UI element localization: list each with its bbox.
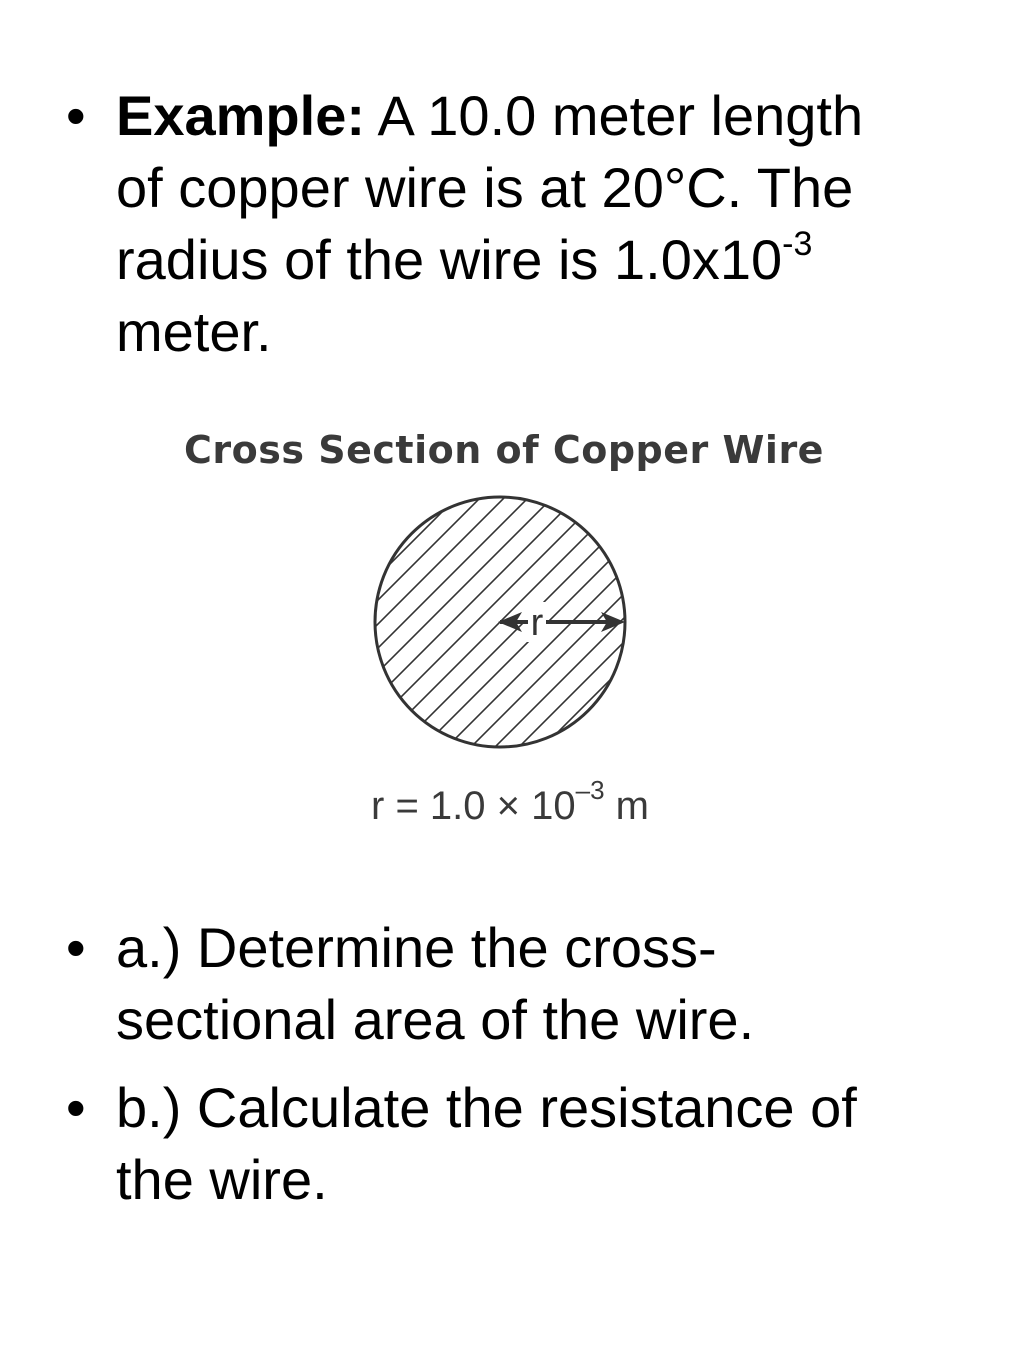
hatch-line [370, 494, 388, 764]
question-b-line-2: the wire. [116, 1148, 328, 1211]
example-bullet [58, 80, 988, 368]
wire-cross-section-figure [170, 428, 850, 848]
formula-prefix: r = 1.0 × 10 [371, 784, 576, 828]
question-b-line-1: b.) Calculate the resistance of [116, 1076, 857, 1139]
example-line-3: radius of the wire is 1.0x10 [116, 228, 783, 291]
formula-exponent: –3 [575, 774, 605, 805]
radius-formula [170, 774, 850, 829]
radius-symbol: r [530, 602, 544, 644]
radius-arrow [498, 612, 625, 632]
example-label: Example: [116, 84, 365, 147]
figure-title: Cross Section of Copper Wire [184, 428, 824, 472]
example-text [116, 80, 988, 368]
hatch-line [370, 494, 604, 764]
example-exponent: -3 [782, 225, 813, 264]
wire-cross-section-diagram [370, 494, 640, 764]
hatch-line [478, 494, 640, 764]
hatch-line [370, 494, 532, 764]
bullet-dot: • [66, 84, 86, 147]
example-line-1: A 10.0 meter length [365, 84, 864, 147]
question-a-line-2: sectional area of the wire. [116, 988, 755, 1051]
hatch-line [370, 494, 508, 764]
formula-unit: m [604, 784, 649, 828]
example-line-4: meter. [116, 300, 272, 363]
question-a-bullet [58, 912, 988, 1056]
question-b-bullet [58, 1072, 988, 1216]
example-line-2: of copper wire is at 20°C. The [116, 156, 854, 219]
bullet-dot: • [66, 916, 86, 979]
bullet-dot: • [66, 1076, 86, 1139]
question-a-line-1: a.) Determine the cross- [116, 916, 717, 979]
